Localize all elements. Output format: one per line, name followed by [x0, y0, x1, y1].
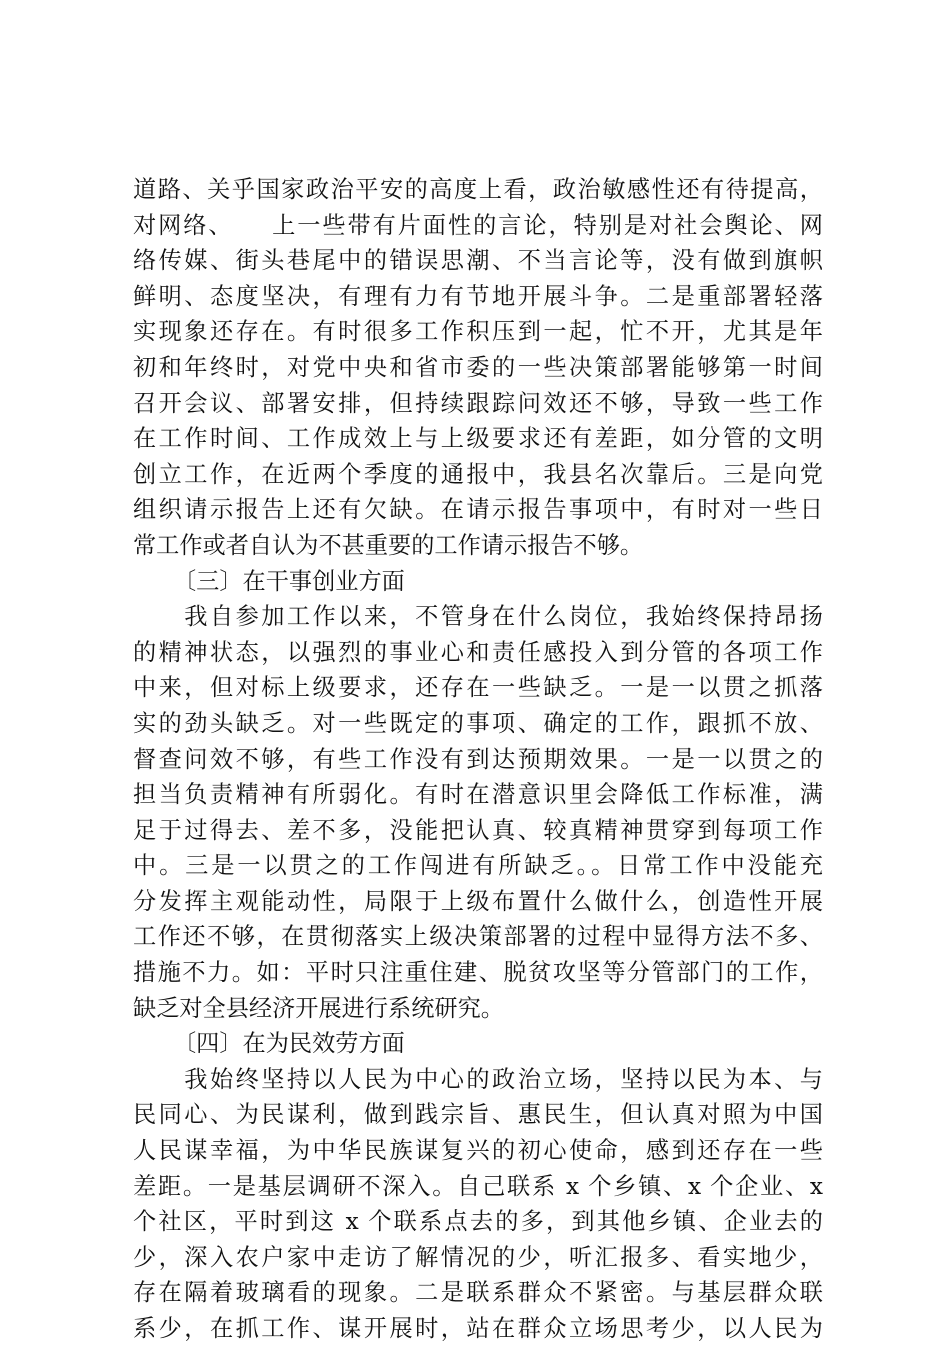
body-text [133, 172, 823, 1347]
text-line: 实现象还存在。有时很多工作积压到一起，忙不开，尤其是年 [133, 318, 823, 346]
text-line: 存在隔着玻璃看的现象。二是联系群众不紧密。与基层群众联 [133, 1279, 823, 1307]
text-line: 我自参加工作以来，不管身在什么岗位，我始终保持昂扬 [133, 603, 823, 631]
text-line: 创立工作，在近两个季度的通报中，我县名次靠后。三是向党 [133, 460, 823, 488]
text-line: 常工作或者自认为不甚重要的工作请示报告不够。 [133, 531, 644, 559]
text-line: 的精神状态，以强烈的事业心和责任感投入到分管的各项工作 [133, 638, 823, 666]
text-line: 民同心、为民谋利，做到践宗旨、惠民生，但认真对照为中国 [133, 1101, 823, 1129]
text-line: 足于过得去、差不多，没能把认真、较真精神贯穿到每项工作 [133, 816, 823, 844]
text-line: 担当负责精神有所弱化。有时在潜意识里会降低工作标准，满 [133, 781, 823, 809]
text-line: 中来，但对标上级要求，还存在一些缺乏。一是一以贯之抓落 [133, 674, 823, 702]
section-heading: 〔四〕在为民效劳方面 [173, 1030, 405, 1058]
text-line: 人民谋幸福，为中华民族谋复兴的初心使命，感到还存在一些 [133, 1137, 823, 1165]
text-line: 道路、关乎国家政治平安的高度上看，政治敏感性还有待提高， [133, 176, 823, 203]
text-line: 差距。一是基层调研不深入。自己联系 x 个乡镇、x 个企业、x [133, 1172, 823, 1200]
text-line: 我始终坚持以人民为中心的政治立场，坚持以民为本、与 [133, 1065, 823, 1093]
text-line: 鲜明、态度坚决，有理有力有节地开展斗争。二是重部署轻落 [133, 282, 823, 310]
text-line: 召开会议、部署安排，但持续跟踪问效还不够，导致一些工作 [133, 389, 823, 417]
text-line: 分发挥主观能动性，局限于上级布置什么做什么，创造性开展 [133, 887, 823, 915]
text-line: 督查问效不够，有些工作没有到达预期效果。一是一以贯之的 [133, 745, 823, 773]
text-line: 络传媒、街头巷尾中的错误思潮、不当言论等，没有做到旗帜 [133, 247, 823, 275]
text-line: 组织请示报告上还有欠缺。在请示报告事项中，有时对一些日 [133, 496, 823, 524]
text-line: 工作还不够，在贯彻落实上级决策部署的过程中显得方法不多、 [133, 923, 823, 951]
text-line: 少，深入农户家中走访了解情况的少，听汇报多、看实地少， [133, 1243, 823, 1271]
text-line: 中。三是一以贯之的工作闯进有所缺乏。。日常工作中没能充 [133, 852, 823, 880]
text-line: 对网络、 上一些带有片面性的言论，特别是对社会舆论、网 [133, 211, 823, 239]
section-heading: 〔三〕在干事创业方面 [173, 567, 405, 595]
text-line: 缺乏对全县经济开展进行系统研究。 [133, 994, 504, 1022]
text-line: 初和年终时，对党中央和省市委的一些决策部署能够第一时间 [133, 353, 823, 381]
text-line: 个社区，平时到这 x 个联系点去的多，到其他乡镇、企业去的 [133, 1208, 823, 1236]
text-line: 在工作时间、工作成效上与上级要求还有差距，如分管的文明 [133, 425, 823, 453]
text-line: 措施不力。如：平时只注重住建、脱贫攻坚等分管部门的工作， [133, 959, 823, 987]
text-line: 实的劲头缺乏。对一些既定的事项、确定的工作，跟抓不放、 [133, 709, 823, 737]
text-line: 系少，在抓工作、谋开展时，站在群众立场思考少，以人民为 [133, 1315, 823, 1342]
